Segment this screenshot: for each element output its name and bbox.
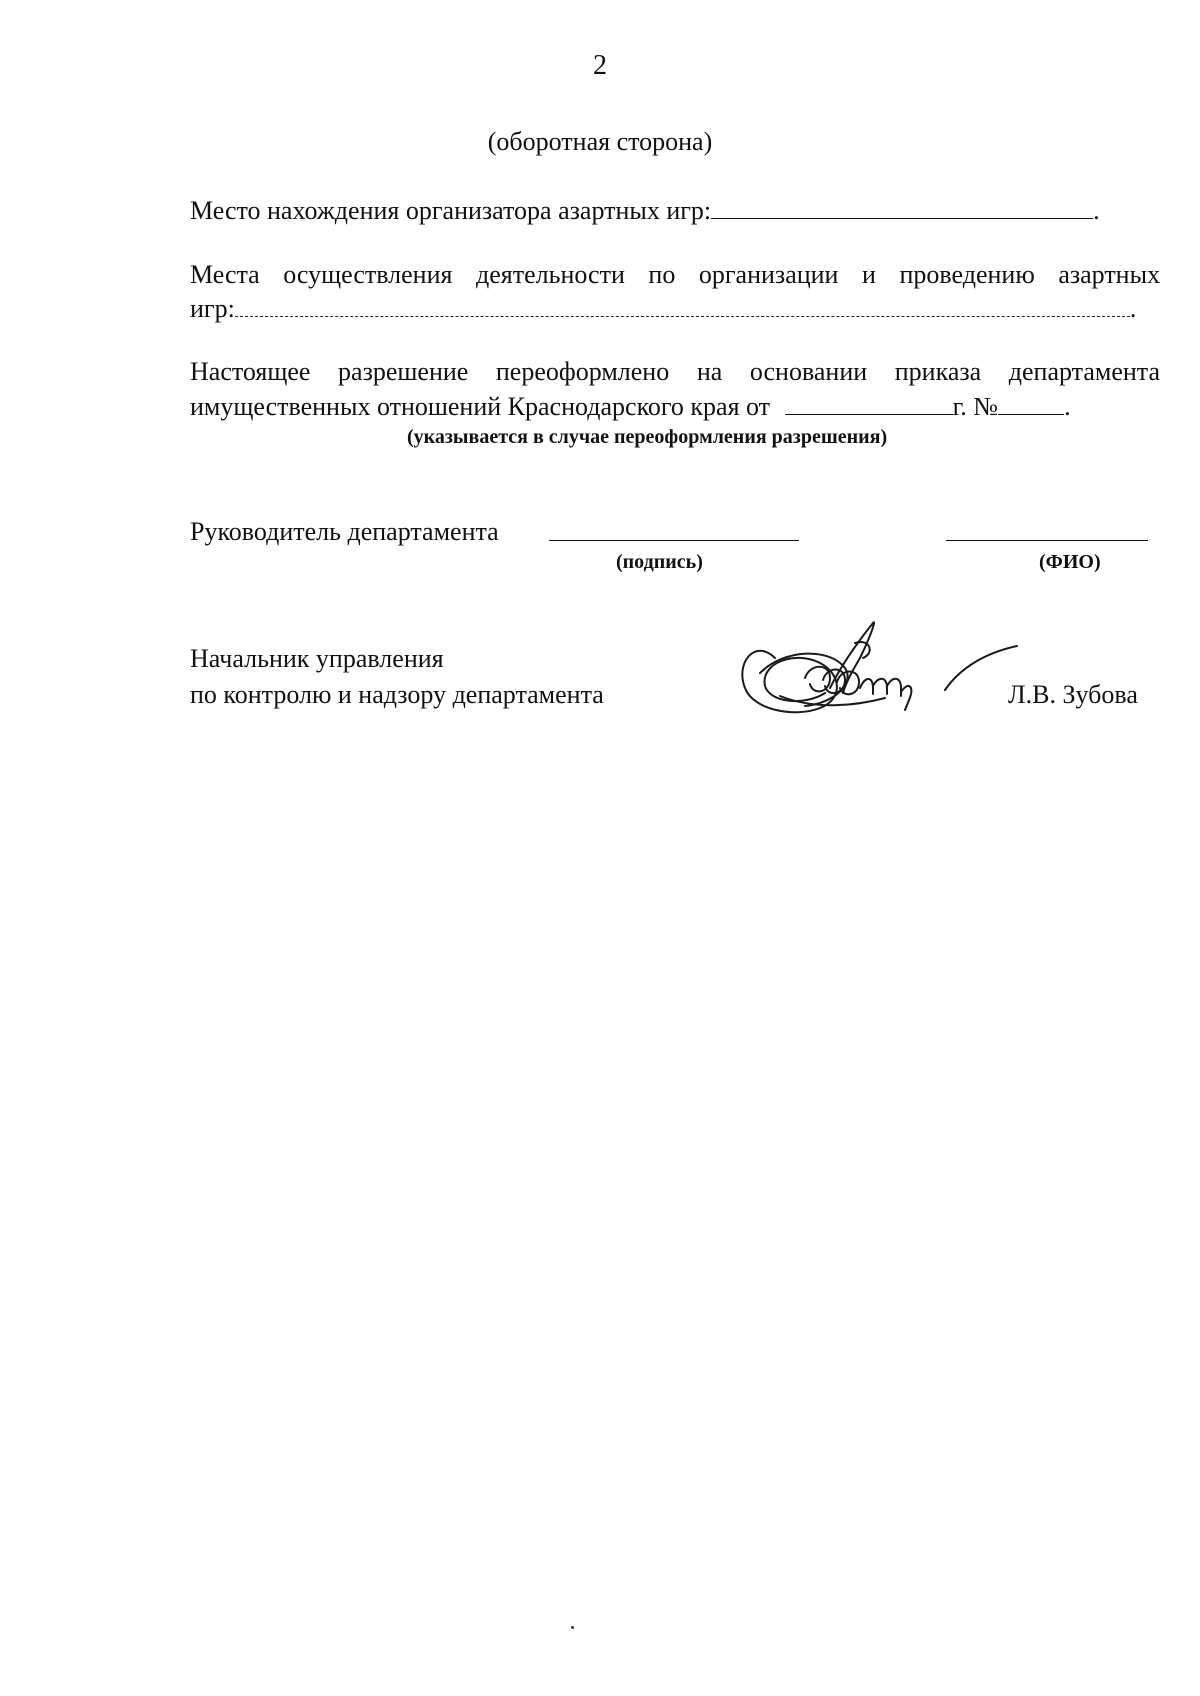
- location-end: .: [1093, 196, 1100, 225]
- activity-places-line1: Места осуществления деятельности по организации и проведению азартных: [190, 260, 1161, 289]
- reissue-number-line: [998, 392, 1064, 415]
- reissue-year-number: г. №: [952, 392, 999, 421]
- head-name-line: [946, 538, 1148, 541]
- chief-name: Л.В. Зубова: [1008, 680, 1138, 709]
- head-signature-line: [549, 538, 799, 541]
- head-signature-caption: (подпись): [616, 551, 703, 573]
- chief-title-line1: Начальник управления: [190, 644, 444, 673]
- reissue-end: .: [1064, 392, 1071, 421]
- side-label: (оборотная сторона): [487, 127, 713, 156]
- reissue-line2: [190, 392, 1071, 422]
- scan-dot: [571, 1626, 574, 1629]
- activity-places-fill-line: [235, 294, 1130, 317]
- reissue-date-line: [785, 392, 953, 415]
- activity-places-line2: [190, 294, 1136, 324]
- location-fill-line: [711, 196, 1093, 219]
- chief-title-line2: по контролю и надзору департамента: [190, 680, 604, 709]
- location-row: [190, 196, 1100, 226]
- location-label: Место нахождения организатора азартных игр:: [190, 196, 712, 225]
- reissue-note: (указывается в случае переоформления разрешения): [407, 426, 888, 448]
- reissue-line1: Настоящее разрешение переоформлено на основании приказа департамента: [190, 357, 1160, 386]
- reissue-label: имущественных отношений Краснодарского края от: [190, 392, 771, 421]
- page-number: 2: [593, 50, 607, 81]
- activity-places-end: .: [1129, 294, 1137, 323]
- activity-places-label: игр:: [190, 294, 235, 323]
- head-title: Руководитель департамента: [190, 517, 499, 546]
- handwritten-signature: [735, 618, 1035, 728]
- head-name-caption: (ФИО): [1039, 551, 1101, 573]
